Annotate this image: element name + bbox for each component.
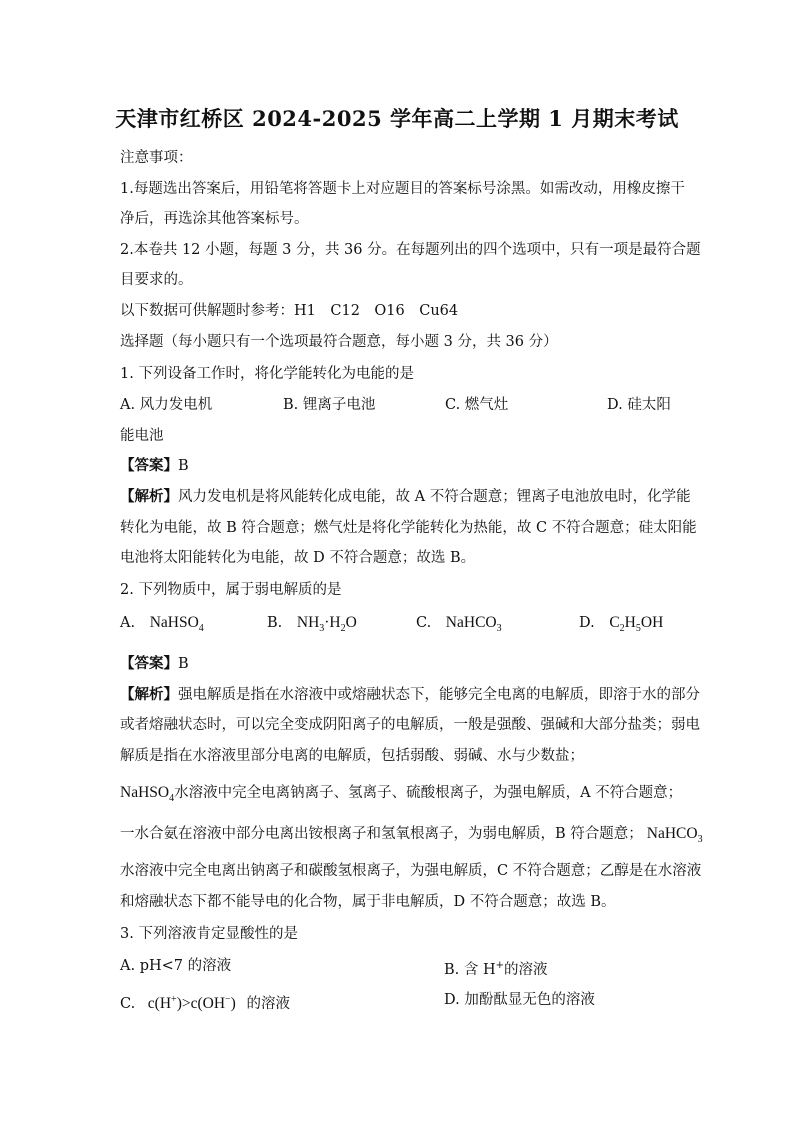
q2-formula-nahso4: NaHSO$_4$: [149, 614, 204, 635]
notice-item1-line2: 净后，再选涂其他答案标号。: [120, 211, 309, 227]
q1-option-a: A. 风力发电机: [120, 397, 213, 413]
q2-analysis-line1: [120, 685, 700, 705]
q2-option-b-letter: B.: [267, 615, 283, 631]
q2-analysis-line7: 和熔融状态下都不能导电的化合物，属于非电解质，D 不符合题意；故选 B。: [120, 894, 616, 910]
q2-answer-value: B: [178, 656, 189, 672]
q1-option-c: C. 燃气灶: [445, 397, 509, 413]
q3-options-row2: [120, 990, 680, 1014]
q2-formula-nahso4-inline: NaHSO$_4$: [120, 784, 175, 805]
notice-item2-line1: 2.本卷共 12 小题，每题 3 分，共 36 分。在每题列出的四个选项中，只有一项是最符合题: [120, 242, 701, 258]
answer-tag: 【答案】: [120, 457, 178, 474]
q2-analysis-line4: [120, 783, 683, 809]
q3-options-row1: [120, 956, 680, 978]
answer-tag: 【答案】: [120, 655, 178, 672]
q2-analysis-line2: 或者熔融状态时，可以完全变成阴阳离子的电解质，一般是强酸、强碱和大部分盐类；弱电: [120, 717, 700, 733]
notice-item2-line2: 目要求的。: [120, 272, 193, 288]
q2-option-c-letter: C.: [416, 615, 432, 631]
q1-answer-value: B: [178, 458, 189, 474]
page-title: 天津市红桥区 2024-2025 学年高二上学期 1 月期末考试: [115, 106, 679, 131]
q2-option-d-letter: D.: [579, 615, 595, 631]
q3-option-b-suffix: 的溶液: [504, 961, 548, 978]
q2-stem: 2. 下列物质中，属于弱电解质的是: [120, 582, 342, 598]
q2-analysis-text4: 水溶液中完全电离钠离子、氢离子、硫酸根离子，为强电解质，A 不符合题意；: [174, 785, 683, 801]
q1-analysis-text1: 风力发电机是将风能转化成电能，故 A 不符合题意；锂离子电池放电时，化学能: [178, 489, 691, 505]
q2-formula-c2h5oh: $C_2H_5OH$: [609, 614, 664, 635]
q2-analysis-line6: 水溶液中完全电离出钠离子和碳酸氢根离子，为强电解质，C 不符合题意；乙醇是在水溶液: [120, 863, 702, 879]
q2-analysis-text1: 强电解质是指在水溶液中或熔融状态下，能够完全电离的电解质，即溶于水的部分: [178, 687, 700, 703]
notice-item1-line1: 1.每题选出答案后，用铅笔将答题卡上对应题目的答案标号涂黑。如需改动，用橡皮擦干: [120, 181, 685, 197]
q2-option-c: [416, 613, 502, 639]
q3-option-c-prefix: C.: [120, 996, 136, 1013]
q1-options: [120, 395, 680, 417]
q3-formula-ion-ratio: c(H+)>c(OH−): [147, 994, 236, 1013]
q3-option-b-prefix: B. 含 H: [444, 961, 496, 978]
analysis-tag: 【解析】: [120, 488, 178, 505]
section-heading: 选择题（每小题只有一个选项最符合题意，每小题 3 分，共 36 分）: [120, 334, 558, 350]
notice-heading: 注意事项：: [120, 150, 193, 166]
reference-data: 以下数据可供解题时参考：H1 C12 O16 Cu64: [120, 303, 459, 319]
q1-analysis-line2: 转化为电能，故 B 符合题意；燃气灶是将化学能转化为热能，故 C 不符合题意；硅太阳能: [120, 520, 697, 536]
q2-option-a-letter: A.: [120, 615, 136, 631]
q1-option-d-continued: 能电池: [120, 428, 164, 444]
q3-option-b: B. 含 H+的溶液: [444, 960, 548, 978]
q1-option-b: B. 锂离子电池: [283, 397, 376, 413]
q2-analysis-text5: 一水合氨在溶液中部分电离出铵根离子和氢氧根离子，为弱电解质，B 符合题意；: [120, 826, 643, 842]
analysis-tag: 【解析】: [120, 686, 178, 703]
q2-formula-nahco3-inline: NaHCO$_3$: [646, 825, 703, 846]
q2-formula-nh3-h2o: $NH_3\cdot H_2O$: [296, 614, 357, 635]
q1-analysis-line3: 电池将太阳能转化为电能，故 D 不符合题意；故选 B。: [120, 550, 476, 566]
q2-option-b: [267, 613, 357, 639]
q2-option-a: [120, 613, 204, 639]
q2-option-d: [579, 613, 663, 639]
q2-options: [120, 613, 680, 637]
q1-option-d: D. 硅太阳: [607, 397, 671, 413]
q3-option-a: A. pH<7 的溶液: [120, 958, 232, 974]
q3-stem: 3. 下列溶液肯定显酸性的是: [120, 926, 298, 942]
q1-analysis-line1: [120, 487, 691, 507]
q2-analysis-line5: [120, 824, 703, 850]
q1-stem: 1. 下列设备工作时，将化学能转化为电能的是: [120, 366, 414, 382]
q3-option-d: D. 加酚酞显无色的溶液: [444, 992, 595, 1008]
q3-option-c: [120, 990, 290, 1014]
q2-answer: [120, 654, 680, 674]
q2-analysis-line3: 解质是指在水溶液里部分电离的电解质，包括弱酸、弱碱、水与少数盐；: [120, 748, 584, 764]
q2-formula-nahco3: NaHCO$_3$: [445, 614, 502, 635]
q1-answer: [120, 456, 680, 476]
q3-option-c-suffix: 的溶液: [246, 996, 290, 1013]
